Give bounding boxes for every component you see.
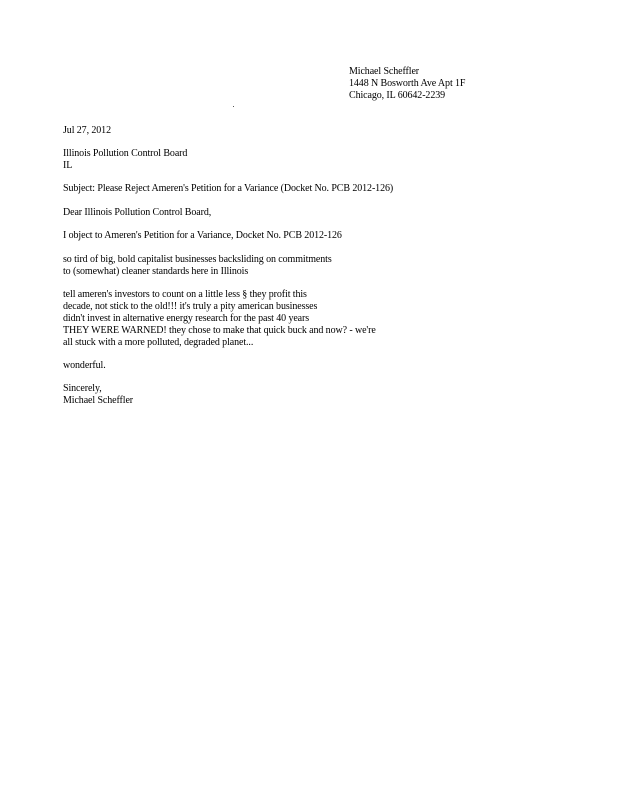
closing-remark: wonderful. — [63, 360, 106, 371]
body-line: all stuck with a more polluted, degraded planet... — [63, 337, 254, 348]
recipient-name: Illinois Pollution Control Board — [63, 148, 188, 159]
signature-name: Michael Scheffler — [63, 395, 134, 406]
recipient-state: IL — [63, 160, 73, 171]
signoff: Sincerely, — [63, 383, 102, 394]
sender-street: 1448 N Bosworth Ave Apt 1F — [349, 78, 466, 89]
body-line: decade, not stick to the old!!! it's truly a pity american businesses — [63, 301, 318, 312]
body-line: tell ameren's investors to count on a little less § they profit this — [63, 289, 307, 300]
salutation: Dear Illinois Pollution Control Board, — [63, 207, 212, 218]
body-line: didn't invest in alternative energy research for the past 40 years — [63, 313, 310, 324]
scan-speck — [233, 106, 234, 107]
subject-line: Subject: Please Reject Ameren's Petition for a Variance (Docket No. PCB 2012-126) — [63, 183, 394, 194]
body-line: to (somewhat) cleaner standards here in Illinois — [63, 266, 249, 277]
sender-name: Michael Scheffler — [349, 66, 420, 77]
sender-city: Chicago, IL 60642-2239 — [349, 90, 446, 101]
opening-statement: I object to Ameren's Petition for a Variance, Docket No. PCB 2012-126 — [63, 230, 342, 241]
body-line: so tird of big, bold capitalist businesses backsliding on commitments — [63, 254, 332, 265]
body-line: THEY WERE WARNED! they chose to make that quick buck and now? - we're — [63, 325, 376, 336]
letter-date: Jul 27, 2012 — [63, 125, 111, 136]
